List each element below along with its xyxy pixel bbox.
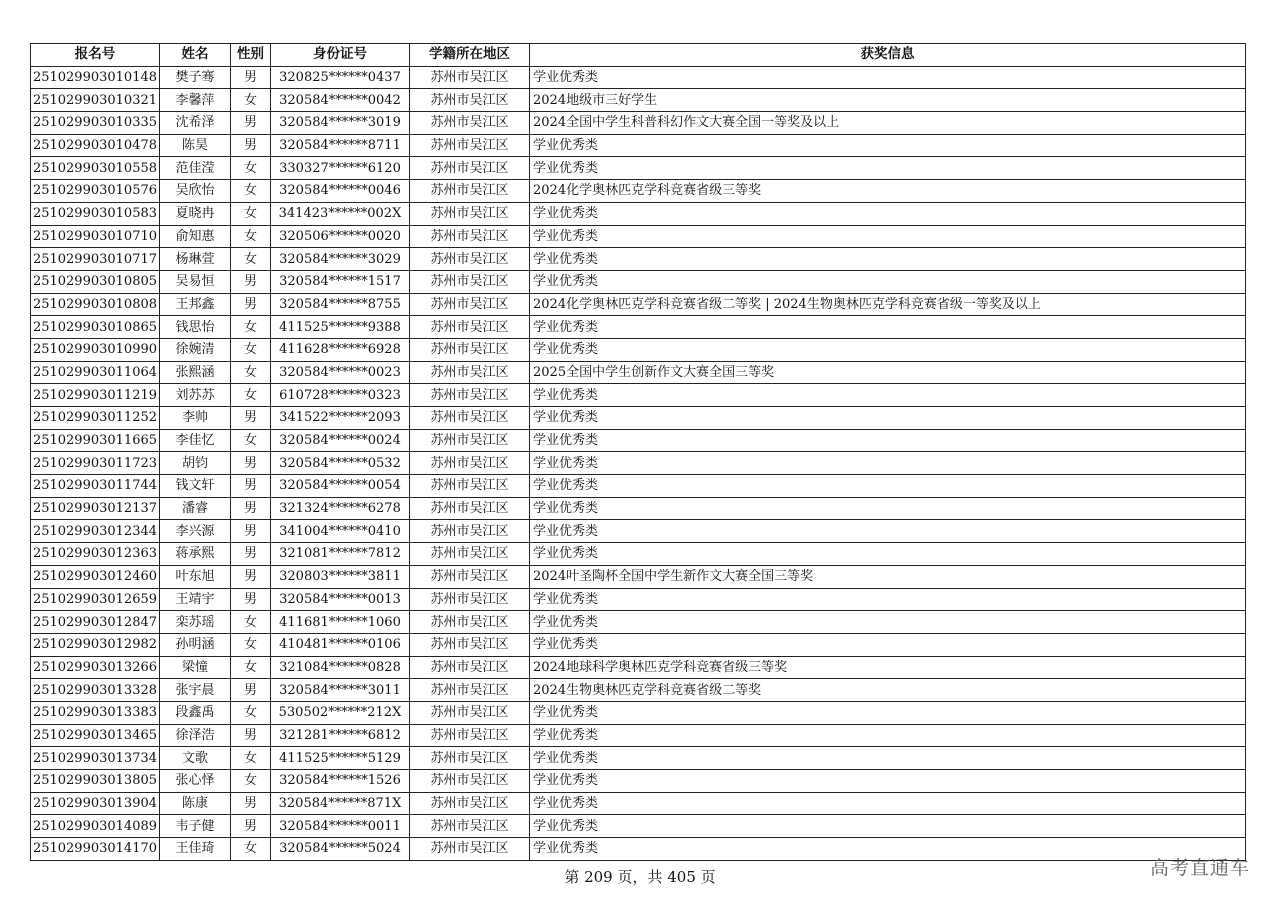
cell-school-region: 苏州市吴江区: [410, 134, 530, 157]
cell-registration-number: 251029903012659: [31, 588, 160, 611]
cell-award-info: 学业优秀类: [530, 724, 1246, 747]
cell-gender: 女: [231, 747, 271, 770]
cell-award-info: 学业优秀类: [530, 157, 1246, 180]
cell-id-number: 320584******0054: [271, 475, 410, 498]
cell-gender: 女: [231, 429, 271, 452]
table-header-row: [31, 44, 1246, 67]
cell-award-info: 学业优秀类: [530, 270, 1246, 293]
cell-name: 蒋承熙: [160, 543, 231, 566]
cell-school-region: 苏州市吴江区: [410, 316, 530, 339]
cell-registration-number: 251029903011665: [31, 429, 160, 452]
registration-table-container: [30, 43, 1246, 861]
cell-registration-number: 251029903010576: [31, 180, 160, 203]
table-row: [31, 543, 1246, 566]
table-row: [31, 452, 1246, 475]
cell-registration-number: 251029903014089: [31, 815, 160, 838]
cell-gender: 女: [231, 361, 271, 384]
cell-gender: 男: [231, 293, 271, 316]
cell-gender: 女: [231, 770, 271, 793]
cell-name: 陈昊: [160, 134, 231, 157]
cell-gender: 女: [231, 248, 271, 271]
cell-gender: 男: [231, 565, 271, 588]
cell-name: 张熙涵: [160, 361, 231, 384]
cell-registration-number: 251029903013734: [31, 747, 160, 770]
cell-award-info: 学业优秀类: [530, 543, 1246, 566]
cell-school-region: 苏州市吴江区: [410, 112, 530, 135]
cell-registration-number: 251029903013383: [31, 701, 160, 724]
cell-award-info: 2024化学奥林匹克学科竞赛省级三等奖: [530, 180, 1246, 203]
cell-name: 杨琳萱: [160, 248, 231, 271]
cell-gender: 女: [231, 611, 271, 634]
cell-gender: 男: [231, 520, 271, 543]
table-row: [31, 770, 1246, 793]
cell-school-region: 苏州市吴江区: [410, 89, 530, 112]
cell-award-info: 学业优秀类: [530, 520, 1246, 543]
table-row: [31, 225, 1246, 248]
table-row: [31, 656, 1246, 679]
cell-id-number: 320584******3029: [271, 248, 410, 271]
cell-name: 钱文轩: [160, 475, 231, 498]
cell-gender: 女: [231, 838, 271, 861]
cell-name: 胡钧: [160, 452, 231, 475]
cell-name: 叶东旭: [160, 565, 231, 588]
cell-award-info: 2024全国中学生科普科幻作文大赛全国一等奖及以上: [530, 112, 1246, 135]
cell-gender: 男: [231, 724, 271, 747]
cell-id-number: 341004******0410: [271, 520, 410, 543]
cell-school-region: 苏州市吴江区: [410, 475, 530, 498]
table-row: [31, 89, 1246, 112]
cell-registration-number: 251029903010321: [31, 89, 160, 112]
cell-school-region: 苏州市吴江区: [410, 701, 530, 724]
cell-gender: 女: [231, 202, 271, 225]
cell-name: 刘苏苏: [160, 384, 231, 407]
cell-registration-number: 251029903010990: [31, 338, 160, 361]
cell-award-info: 学业优秀类: [530, 316, 1246, 339]
cell-registration-number: 251029903012847: [31, 611, 160, 634]
cell-gender: 男: [231, 270, 271, 293]
cell-id-number: 320584******1517: [271, 270, 410, 293]
cell-award-info: 学业优秀类: [530, 633, 1246, 656]
cell-id-number: 320803******3811: [271, 565, 410, 588]
cell-award-info: 学业优秀类: [530, 792, 1246, 815]
cell-name: 李兴源: [160, 520, 231, 543]
cell-registration-number: 251029903010148: [31, 66, 160, 89]
cell-name: 沈希泽: [160, 112, 231, 135]
cell-gender: 男: [231, 112, 271, 135]
cell-registration-number: 251029903013465: [31, 724, 160, 747]
cell-award-info: 学业优秀类: [530, 338, 1246, 361]
cell-name: 段鑫禹: [160, 701, 231, 724]
cell-award-info: 2024叶圣陶杯全国中学生新作文大赛全国三等奖: [530, 565, 1246, 588]
cell-gender: 男: [231, 679, 271, 702]
cell-id-number: 330327******6120: [271, 157, 410, 180]
table-row: [31, 588, 1246, 611]
cell-id-number: 411628******6928: [271, 338, 410, 361]
cell-school-region: 苏州市吴江区: [410, 543, 530, 566]
table-row: [31, 270, 1246, 293]
table-row: [31, 248, 1246, 271]
table-row: [31, 202, 1246, 225]
cell-gender: 男: [231, 815, 271, 838]
cell-id-number: 321081******7812: [271, 543, 410, 566]
cell-gender: 男: [231, 407, 271, 430]
cell-school-region: 苏州市吴江区: [410, 520, 530, 543]
cell-id-number: 411525******9388: [271, 316, 410, 339]
cell-registration-number: 251029903012982: [31, 633, 160, 656]
cell-award-info: 学业优秀类: [530, 134, 1246, 157]
cell-name: 潘睿: [160, 497, 231, 520]
cell-award-info: 学业优秀类: [530, 475, 1246, 498]
cell-gender: 男: [231, 588, 271, 611]
cell-school-region: 苏州市吴江区: [410, 611, 530, 634]
cell-id-number: 320584******8755: [271, 293, 410, 316]
table-row: [31, 338, 1246, 361]
table-row: [31, 429, 1246, 452]
cell-school-region: 苏州市吴江区: [410, 679, 530, 702]
cell-registration-number: 251029903010717: [31, 248, 160, 271]
cell-school-region: 苏州市吴江区: [410, 225, 530, 248]
cell-award-info: 学业优秀类: [530, 815, 1246, 838]
cell-school-region: 苏州市吴江区: [410, 497, 530, 520]
cell-name: 陈康: [160, 792, 231, 815]
cell-school-region: 苏州市吴江区: [410, 838, 530, 861]
cell-registration-number: 251029903010710: [31, 225, 160, 248]
cell-award-info: 学业优秀类: [530, 384, 1246, 407]
table-row: [31, 384, 1246, 407]
table-row: [31, 520, 1246, 543]
cell-name: 吴欣怡: [160, 180, 231, 203]
cell-id-number: 320584******0013: [271, 588, 410, 611]
cell-school-region: 苏州市吴江区: [410, 157, 530, 180]
cell-registration-number: 251029903011064: [31, 361, 160, 384]
table-row: [31, 815, 1246, 838]
cell-gender: 女: [231, 633, 271, 656]
cell-id-number: 341522******2093: [271, 407, 410, 430]
cell-name: 梁憧: [160, 656, 231, 679]
cell-id-number: 610728******0323: [271, 384, 410, 407]
cell-id-number: 411525******5129: [271, 747, 410, 770]
cell-registration-number: 251029903012137: [31, 497, 160, 520]
cell-award-info: 学业优秀类: [530, 611, 1246, 634]
cell-registration-number: 251029903010808: [31, 293, 160, 316]
table-row: [31, 724, 1246, 747]
cell-award-info: 学业优秀类: [530, 588, 1246, 611]
table-row: [31, 611, 1246, 634]
cell-school-region: 苏州市吴江区: [410, 202, 530, 225]
cell-school-region: 苏州市吴江区: [410, 338, 530, 361]
header-gender: 性别: [231, 44, 271, 67]
cell-name: 韦子健: [160, 815, 231, 838]
registration-table: [30, 43, 1246, 861]
table-row: [31, 134, 1246, 157]
cell-registration-number: 251029903012363: [31, 543, 160, 566]
cell-gender: 女: [231, 384, 271, 407]
table-row: [31, 679, 1246, 702]
cell-school-region: 苏州市吴江区: [410, 293, 530, 316]
table-row: [31, 407, 1246, 430]
cell-id-number: 320584******8711: [271, 134, 410, 157]
table-row: [31, 565, 1246, 588]
table-row: [31, 747, 1246, 770]
page-number: 第 209 页，共 405 页: [564, 868, 716, 886]
cell-registration-number: 251029903010478: [31, 134, 160, 157]
cell-school-region: 苏州市吴江区: [410, 792, 530, 815]
cell-gender: 女: [231, 316, 271, 339]
cell-id-number: 320584******3011: [271, 679, 410, 702]
cell-award-info: 学业优秀类: [530, 225, 1246, 248]
cell-name: 张心怿: [160, 770, 231, 793]
cell-award-info: 学业优秀类: [530, 248, 1246, 271]
table-row: [31, 293, 1246, 316]
cell-gender: 女: [231, 338, 271, 361]
cell-name: 俞知惠: [160, 225, 231, 248]
cell-gender: 女: [231, 656, 271, 679]
table-row: [31, 157, 1246, 180]
table-row: [31, 792, 1246, 815]
table-row: [31, 180, 1246, 203]
cell-school-region: 苏州市吴江区: [410, 747, 530, 770]
cell-name: 文歌: [160, 747, 231, 770]
cell-gender: 女: [231, 701, 271, 724]
cell-name: 王佳琦: [160, 838, 231, 861]
cell-school-region: 苏州市吴江区: [410, 429, 530, 452]
cell-gender: 男: [231, 452, 271, 475]
cell-registration-number: 251029903010805: [31, 270, 160, 293]
cell-gender: 男: [231, 475, 271, 498]
cell-award-info: 学业优秀类: [530, 452, 1246, 475]
cell-id-number: 320584******0532: [271, 452, 410, 475]
cell-award-info: 学业优秀类: [530, 66, 1246, 89]
cell-school-region: 苏州市吴江区: [410, 815, 530, 838]
cell-school-region: 苏州市吴江区: [410, 724, 530, 747]
header-award-info: 获奖信息: [530, 44, 1246, 67]
cell-registration-number: 251029903011252: [31, 407, 160, 430]
cell-award-info: 学业优秀类: [530, 497, 1246, 520]
cell-registration-number: 251029903010583: [31, 202, 160, 225]
cell-school-region: 苏州市吴江区: [410, 656, 530, 679]
cell-registration-number: 251029903010558: [31, 157, 160, 180]
cell-award-info: 学业优秀类: [530, 407, 1246, 430]
cell-registration-number: 251029903010335: [31, 112, 160, 135]
cell-gender: 女: [231, 157, 271, 180]
table-row: [31, 701, 1246, 724]
cell-name: 孙明涵: [160, 633, 231, 656]
table-row: [31, 497, 1246, 520]
cell-award-info: 2024生物奥林匹克学科竞赛省级二等奖: [530, 679, 1246, 702]
header-school-region: 学籍所在地区: [410, 44, 530, 67]
cell-name: 徐泽浩: [160, 724, 231, 747]
cell-award-info: 2024地球科学奥林匹克学科竞赛省级三等奖: [530, 656, 1246, 679]
cell-registration-number: 251029903013904: [31, 792, 160, 815]
cell-gender: 男: [231, 134, 271, 157]
cell-award-info: 学业优秀类: [530, 202, 1246, 225]
cell-id-number: 530502******212X: [271, 701, 410, 724]
header-registration-number: 报名号: [31, 44, 160, 67]
cell-name: 王邦鑫: [160, 293, 231, 316]
cell-school-region: 苏州市吴江区: [410, 565, 530, 588]
cell-id-number: 321324******6278: [271, 497, 410, 520]
cell-school-region: 苏州市吴江区: [410, 633, 530, 656]
cell-id-number: 320584******0042: [271, 89, 410, 112]
cell-school-region: 苏州市吴江区: [410, 361, 530, 384]
table-row: [31, 361, 1246, 384]
cell-award-info: 学业优秀类: [530, 747, 1246, 770]
cell-id-number: 320825******0437: [271, 66, 410, 89]
cell-gender: 男: [231, 543, 271, 566]
cell-award-info: 2025全国中学生创新作文大赛全国三等奖: [530, 361, 1246, 384]
table-body: [31, 66, 1246, 860]
cell-id-number: 320584******3019: [271, 112, 410, 135]
table-row: [31, 633, 1246, 656]
cell-gender: 男: [231, 792, 271, 815]
header-id-number: 身份证号: [271, 44, 410, 67]
cell-school-region: 苏州市吴江区: [410, 66, 530, 89]
cell-id-number: 341423******002X: [271, 202, 410, 225]
cell-gender: 男: [231, 66, 271, 89]
cell-registration-number: 251029903011744: [31, 475, 160, 498]
cell-registration-number: 251029903013328: [31, 679, 160, 702]
cell-school-region: 苏州市吴江区: [410, 248, 530, 271]
cell-award-info: 学业优秀类: [530, 838, 1246, 861]
cell-name: 栾苏瑶: [160, 611, 231, 634]
cell-school-region: 苏州市吴江区: [410, 770, 530, 793]
cell-name: 樊子骞: [160, 66, 231, 89]
cell-registration-number: 251029903012344: [31, 520, 160, 543]
watermark: 高考直通车: [1149, 857, 1250, 879]
cell-school-region: 苏州市吴江区: [410, 270, 530, 293]
cell-school-region: 苏州市吴江区: [410, 180, 530, 203]
cell-name: 李帅: [160, 407, 231, 430]
cell-school-region: 苏州市吴江区: [410, 588, 530, 611]
header-name: 姓名: [160, 44, 231, 67]
cell-award-info: 学业优秀类: [530, 701, 1246, 724]
cell-award-info: 学业优秀类: [530, 770, 1246, 793]
cell-name: 李佳忆: [160, 429, 231, 452]
cell-award-info: 2024地级市三好学生: [530, 89, 1246, 112]
cell-name: 夏晓冉: [160, 202, 231, 225]
table-row: [31, 838, 1246, 861]
cell-registration-number: 251029903012460: [31, 565, 160, 588]
cell-registration-number: 251029903011723: [31, 452, 160, 475]
cell-name: 钱思怡: [160, 316, 231, 339]
cell-name: 王靖宇: [160, 588, 231, 611]
cell-id-number: 320506******0020: [271, 225, 410, 248]
table-row: [31, 112, 1246, 135]
cell-school-region: 苏州市吴江区: [410, 384, 530, 407]
table-row: [31, 316, 1246, 339]
cell-gender: 女: [231, 225, 271, 248]
cell-name: 范佳滢: [160, 157, 231, 180]
cell-gender: 女: [231, 180, 271, 203]
cell-registration-number: 251029903010865: [31, 316, 160, 339]
cell-name: 徐婉清: [160, 338, 231, 361]
cell-id-number: 410481******0106: [271, 633, 410, 656]
cell-school-region: 苏州市吴江区: [410, 452, 530, 475]
cell-id-number: 320584******1526: [271, 770, 410, 793]
cell-registration-number: 251029903014170: [31, 838, 160, 861]
cell-name: 吴易恒: [160, 270, 231, 293]
cell-id-number: 320584******0011: [271, 815, 410, 838]
cell-name: 张宇晨: [160, 679, 231, 702]
cell-school-region: 苏州市吴江区: [410, 407, 530, 430]
cell-id-number: 321281******6812: [271, 724, 410, 747]
cell-id-number: 320584******0023: [271, 361, 410, 384]
cell-id-number: 320584******871X: [271, 792, 410, 815]
table-row: [31, 475, 1246, 498]
cell-gender: 男: [231, 497, 271, 520]
cell-award-info: 2024化学奥林匹克学科竞赛省级二等奖 | 2024生物奥林匹克学科竞赛省级一等奖及以上: [530, 293, 1246, 316]
cell-award-info: 学业优秀类: [530, 429, 1246, 452]
cell-id-number: 411681******1060: [271, 611, 410, 634]
cell-id-number: 320584******0024: [271, 429, 410, 452]
cell-id-number: 320584******5024: [271, 838, 410, 861]
cell-gender: 女: [231, 89, 271, 112]
table-row: [31, 66, 1246, 89]
cell-name: 李馨萍: [160, 89, 231, 112]
cell-registration-number: 251029903013266: [31, 656, 160, 679]
cell-id-number: 321084******0828: [271, 656, 410, 679]
cell-registration-number: 251029903013805: [31, 770, 160, 793]
cell-id-number: 320584******0046: [271, 180, 410, 203]
cell-registration-number: 251029903011219: [31, 384, 160, 407]
